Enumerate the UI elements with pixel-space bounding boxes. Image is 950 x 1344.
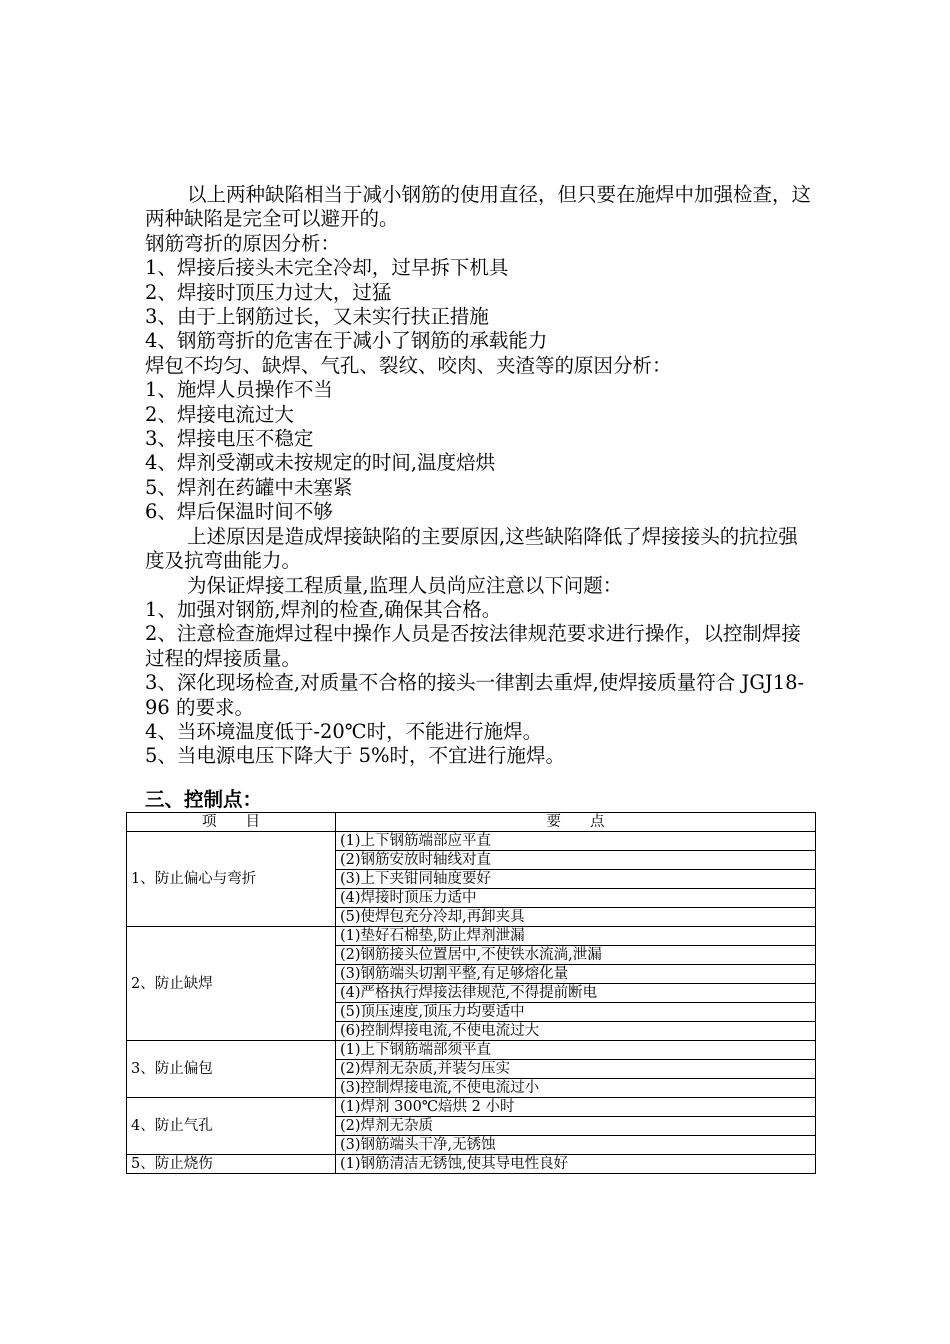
- control-points-table: [126, 812, 816, 1174]
- paragraph: 3、由于上钢筋过长，又未实行扶正措施: [145, 305, 489, 329]
- table-row: [127, 832, 816, 851]
- point-cell: (6)控制焊接电流,不使电流过大: [336, 1022, 816, 1041]
- point-cell: (1)钢筋清洁无锈蚀,使其导电性良好: [336, 1155, 816, 1174]
- paragraph: 4、钢筋弯折的危害在于减小了钢筋的承载能力: [145, 329, 548, 353]
- paragraph: 2、焊接时顶压力过大，过猛: [145, 280, 392, 304]
- section-heading: 三、控制点：: [145, 788, 263, 811]
- paragraph: 1、施焊人员操作不当: [145, 378, 333, 402]
- paragraph: 钢筋弯折的原因分析：: [145, 231, 341, 255]
- point-cell: (3)钢筋端头干净,无锈蚀: [336, 1136, 816, 1155]
- body-text: [145, 183, 815, 769]
- point-cell: (4)严格执行焊接法律规范,不得提前断电: [336, 984, 816, 1003]
- paragraph: 2、焊接电流过大: [145, 402, 294, 426]
- table-body: [127, 832, 816, 1174]
- point-cell: (5)使焊包充分冷却,再卸夹具: [336, 908, 816, 927]
- point-cell: (1)上下钢筋端部须平直: [336, 1041, 816, 1060]
- point-cell: (2)焊剂无杂质,并装匀压实: [336, 1060, 816, 1079]
- paragraph: 4、焊剂受潮或未按规定的时间,温度焙烘: [145, 451, 496, 475]
- paragraph: 3、深化现场检查,对质量不合格的接头一律割去重焊,使焊接质量符合 JGJ18-96 的要求。: [145, 671, 805, 719]
- paragraph: 5、焊剂在药罐中未塞紧: [145, 475, 353, 499]
- item-cell: 1、防止偏心与弯折: [127, 832, 336, 927]
- table-row: [127, 1098, 816, 1117]
- table-header-row: [127, 813, 816, 832]
- point-cell: (3)钢筋端头切割平整,有足够熔化量: [336, 965, 816, 984]
- paragraph: 1、焊接后接头未完全冷却，过早拆下机具: [145, 256, 509, 280]
- paragraph: 2、注意检查施焊过程中操作人员是否按法律规范要求进行操作，以控制焊接过程的焊接质量。: [145, 622, 801, 670]
- paragraph: 以上两种缺陷相当于减小钢筋的使用直径，但只要在施焊中加强检查，这两种缺陷是完全可以避开的。: [145, 183, 812, 231]
- point-cell: (2)焊剂无杂质: [336, 1117, 816, 1136]
- item-cell: 5、防止烧伤: [127, 1155, 336, 1174]
- paragraph: 上述原因是造成焊接缺陷的主要原因,这些缺陷降低了焊接接头的抗拉强度及抗弯曲能力。: [145, 524, 798, 573]
- paragraph: 5、当电源电压下降大于 5%时，不宜进行施焊。: [145, 744, 566, 768]
- point-cell: (2)钢筋安放时轴线对直: [336, 851, 816, 870]
- table-row: [127, 1041, 816, 1060]
- item-cell: 4、防止气孔: [127, 1098, 336, 1155]
- header-item: 项 目: [127, 813, 336, 832]
- table-row: [127, 927, 816, 946]
- point-cell: (4)焊接时顶压力适中: [336, 889, 816, 908]
- item-cell: 3、防止偏包: [127, 1041, 336, 1098]
- point-cell: (3)上下夹钳同轴度要好: [336, 870, 816, 889]
- paragraph: 3、焊接电压不稳定: [145, 427, 314, 451]
- paragraph: 焊包不均匀、缺焊、气孔、裂纹、咬肉、夹渣等的原因分析：: [145, 353, 672, 377]
- paragraph: 4、当环境温度低于-20℃时，不能进行施焊。: [145, 719, 543, 743]
- point-cell: (2)钢筋接头位置居中,不使铁水流淌,泄漏: [336, 946, 816, 965]
- paragraph: 6、焊后保温时间不够: [145, 500, 333, 524]
- point-cell: (1)焊剂 300℃焙烘 2 小时: [336, 1098, 816, 1117]
- point-cell: (3)控制焊接电流,不使电流过小: [336, 1079, 816, 1098]
- table-row: [127, 1155, 816, 1174]
- point-cell: (1)垫好石棉垫,防止焊剂泄漏: [336, 927, 816, 946]
- header-points: 要 点: [336, 813, 816, 832]
- item-cell: 2、防止缺焊: [127, 927, 336, 1041]
- point-cell: (5)顶压速度,顶压力均要适中: [336, 1003, 816, 1022]
- paragraph: 为保证焊接工程质量,监理人员尚应注意以下问题：: [187, 573, 623, 597]
- point-cell: (1)上下钢筋端部应平直: [336, 832, 816, 851]
- paragraph: 1、加强对钢筋,焊剂的检查,确保其合格。: [145, 597, 502, 621]
